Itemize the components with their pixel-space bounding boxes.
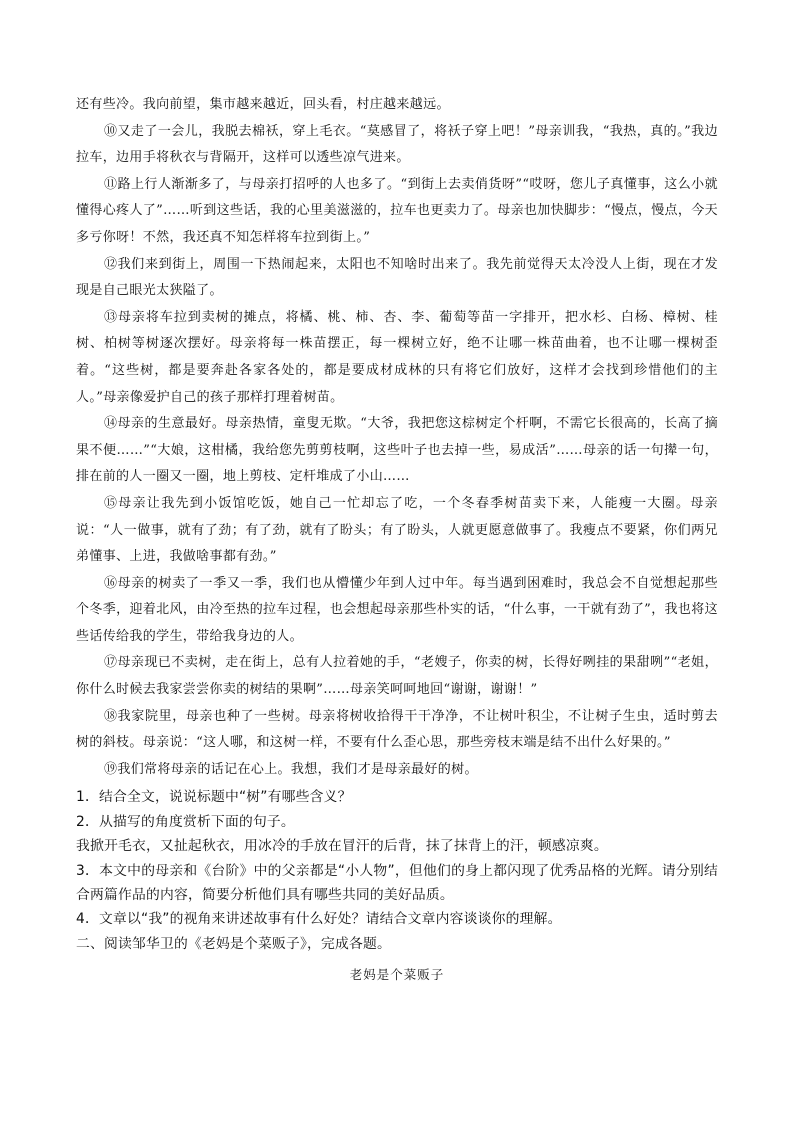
paragraph-11: ⑪路上行人渐渐多了，与母亲打招呼的人也多了。“到街上去卖俏货呀”“哎呀，您儿子真懂事，这么小就懂得心疼人了”……听到这些话，我的心里美滋滋的，拉车也更卖力了。母亲也加快脚步：“慢点，慢点，今天多亏你呀！不然，我还真不知怎样将车拉到街上。”: [76, 176, 718, 245]
paragraph-10: ⑩又走了一会儿，我脱去棉袄，穿上毛衣。“莫感冒了，将袄子穿上吧！”母亲训我，“我热，真的。”我边拉车，边用手将秋衣与背隔开，这样可以透些凉气进来。: [76, 123, 718, 166]
paragraph-14: ⑭母亲的生意最好。母亲热情，童叟无欺。“大爷，我把您这棕树定个杆啊，不需它长很高的，长高了摘果不便……”“大娘，这柑橘，我给您先剪剪枝啊，这些叶子也去掉一些，易成活”……母亲的话一句撵一句，排在前的人一圈又一圈，地上剪枝、定杆堆成了小山……: [76, 416, 718, 485]
paragraph-16: ⑯母亲的树卖了一季又一季，我们也从懵懂少年到人过中年。每当遇到困难时，我总会不自觉想起那些个冬季，迎着北风，由冷至热的拉车过程，也会想起母亲那些朴实的话，“什么事，一干就有劲了”，我也将这些话传给我的学生，带给我身边的人。: [76, 575, 718, 644]
paragraph-18: ⑱我家院里，母亲也种了一些树。母亲将树收拾得干干净净，不让树叶积尘，不让树子生虫，适时剪去树的斜枝。母亲说：“这人哪，和这树一样，不要有什么歪心思，那些旁枝末端是结不出什么好果的。”: [76, 708, 718, 751]
paragraph-12: ⑫我们来到街上，周围一下热闹起来，太阳也不知啥时出来了。我先前觉得天太冷没人上街，现在才发现是自己眼光太狭隘了。: [76, 256, 718, 299]
story-body: [76, 92, 718, 783]
paragraph-15: ⑮母亲让我先到小饭馆吃饭，她自己一忙却忘了吃，一个冬春季树苗卖下来，人能瘦一大圈。母亲说：“人一做事，就有了劲；有了劲，就有了盼头；有了盼头，人就更愿意做事了。我瘦点不要紧，你们两兄弟懂事、上进，我做啥事都有劲。”: [76, 495, 718, 565]
next-article-title: 老妈是个菜贩子: [349, 967, 445, 983]
question-1: 1．结合全文，说说标题中“树”有哪些含义？: [76, 789, 352, 806]
question-3: 3．本文中的母亲和《台阶》中的父亲都是“小人物”，但他们的身上都闪现了优秀品格的光辉。请分别结合两篇作品的内容，简要分析他们具有哪些共同的美好品质。: [76, 862, 718, 904]
paragraph-19: ⑲我们常将母亲的话记在心上。我想，我们才是母亲最好的树。: [104, 761, 478, 777]
document-page: [76, 92, 718, 990]
section-two-heading: 二、阅读邹华卫的《老妈是个菜贩子》，完成各题。: [76, 935, 392, 952]
question-2: 2．从描写的角度赏析下面的句子。: [76, 813, 295, 830]
question-2-quote: 我掀开毛衣，又扯起秋衣，用冰冷的手放在冒汗的后背，抹了抹背上的汗，顿感凉爽。: [76, 838, 608, 855]
question-4: 4．文章以“我”的视角来讲述故事有什么好处？请结合文章内容谈谈你的理解。: [76, 911, 562, 928]
paragraph-17: ⑰母亲现已不卖树，走在街上，总有人拉着她的手，“老嫂子，你卖的树，长得好咧挂的果甜咧”“老姐，你什么时候去我家尝尝你卖的树结的果啊”……母亲笑呵呵地回“谢谢，谢谢！”: [76, 655, 718, 698]
paragraph-continued: 还有些冷。我向前望，集市越来越近，回头看，村庄越来越远。: [76, 97, 450, 112]
question-list: [76, 785, 718, 956]
paragraph-13: ⑬母亲将车拉到卖树的摊点，将橘、桃、柿、杏、李、葡萄等苗一字排开，把水杉、白杨、樟树、桂树、柏树等树逐次摆好。母亲将每一株苗摆正，每一棵树立好，绝不让哪一株苗曲着，也不让哪一棵树歪着。“这些树，都是要奔赴各家各处的，都是要成材成林的只有将它们放好，这样才会找到珍惜他们的主人。”母亲像爱护自己的孩子那样打理着树苗。: [76, 309, 718, 405]
